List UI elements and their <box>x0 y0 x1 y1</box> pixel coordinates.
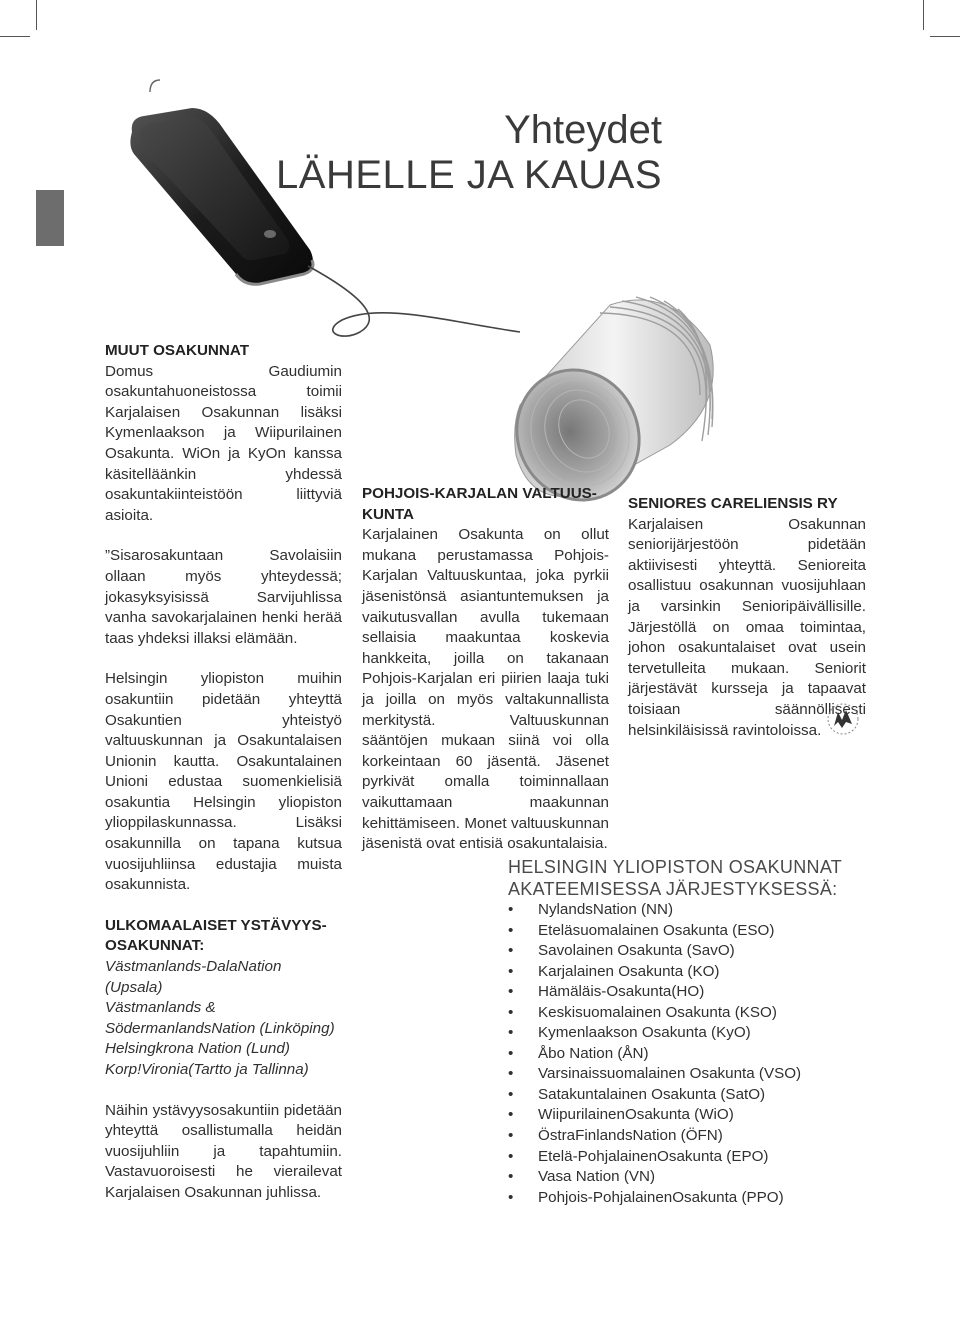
paragraph-university-nations: Helsingin yliopiston muihin osakuntiin pidetään yhteyttä Osakuntien yhteistyö valtuuskunnan ja Osakuntalaisen Unionin kautta. Osakuntalainen Unioni edustaa suomenkielisiä osakuntia Helsingin yliopiston ylioppilaskunnassa. Lisäksi osakunnilla on tapana kutsua vuosijuhliinsa edustajia muista osakunnista. <box>105 670 342 894</box>
crop-mark-top-right-h <box>930 36 960 37</box>
crop-mark-top-left-h <box>0 36 30 37</box>
bullet-icon: • <box>508 901 514 918</box>
paragraph-north-karelia: Karjalainen Osakunta on ollut mukana perustamassa Pohjois-Karjalan Valtuuskuntaa, joka pyrkii jäsenistönsä asiantuntemuksen ja vaikutusvallan avulla tukemaan sellaisia maakuntaa koskevia hankkeita, joilla on takanaan Pohjois-Karjalan eri piirien laaja tuki ja joilla on myös valtakunnallista merkitystä. Valtuuskunnan sääntöjen mukaan siinä voi olla korkeintaan 60 jäsentä. Jäsenet pyrkivät omalla toiminnallaan vaikuttamaan maakunnan kehittämiseen. Monet valtuuskunnan jäsenistä ovat entisiä osakuntalaisia. <box>362 526 609 853</box>
list-item-label: WiipurilainenOsakunta (WiO) <box>538 1106 734 1124</box>
heading-other-nations: MUUT OSAKUNNAT <box>105 342 249 359</box>
nations-list <box>508 900 801 1208</box>
paragraph-sister-nation: ”Sisarosakuntaan Savolaisiin ollaan myös yhteydessä; jokasyksyisissä Sarvijuhlissa vanha savokarjalainen henki herää taas yhdeksi illaksi elämään. <box>105 547 342 647</box>
paragraph-friendship-nations: Näihin ystävyysosakuntiin pidetään yhteyttä osallistumalla heidän vuosijuhliin ja tapahtumiin. Vastavuoroisesti he vierailevat Karjalaisen Osakunnan juhlissa. <box>105 1101 342 1201</box>
list-item-label: Vasa Nation (VN) <box>538 1168 656 1186</box>
list-item <box>508 1003 801 1024</box>
list-item-label: Keskisuomalainen Osakunta (KSO) <box>538 1003 777 1021</box>
bullet-icon: • <box>508 962 514 980</box>
foreign-nation-3: Helsingkrona Nation (Lund) <box>105 1040 290 1058</box>
list-item-label: Hämäläis-Osakunta(HO) <box>538 983 705 1001</box>
seniores-logo <box>826 702 860 736</box>
list-item-label: Satakuntalainen Osakunta (SatO) <box>538 1085 766 1103</box>
bullet-icon: • <box>508 942 514 960</box>
paragraph-domus-gaudium: Domus Gaudiumin osakuntahuoneistossa toimii Karjalaisen Osakunnan lisäksi Kymenlaakson ja Wiipurilainen Osakunta. WiOn ja KyOn kanssa käsitelläänkin yhdessä osakuntakiinteistöön liittyviä asioita. <box>105 362 342 524</box>
list-item <box>508 962 801 983</box>
nations-list-title <box>508 856 842 900</box>
list-item-label: Savolainen Osakunta (SavO) <box>538 942 735 960</box>
list-item <box>508 982 801 1003</box>
bullet-icon: • <box>508 1044 514 1062</box>
list-item <box>508 1126 801 1147</box>
nations-list-title-line-1: HELSINGIN YLIOPISTON OSAKUNNAT <box>508 857 843 877</box>
list-item-label: Karjalainen Osakunta (KO) <box>538 962 720 980</box>
list-item <box>508 1167 801 1188</box>
bullet-icon: • <box>508 921 514 939</box>
bullet-icon: • <box>508 983 514 1001</box>
list-item-label: NylandsNation (NN) <box>538 901 674 918</box>
paragraph-seniores: Karjalaisen Osakunnan seniorijärjestöön pidetään aktiivisesti yhteyttä. Senioreita osallistuu osakunnan vuosijuhlaan ja varsinkin Senioripäivällisille. Järjestöllä on omaa toimintaa, johon osakuntalaiset ovat usein tervetulleita mukaan. Seniorit järjestävät kursseja ja tapaavat toisiaan säännöllisesti helsinkiläisissä ravintoloissa. <box>628 515 866 739</box>
list-item <box>508 1064 801 1085</box>
list-item <box>508 1105 801 1126</box>
title-line-2: LÄHELLE JA KAUAS <box>276 153 662 197</box>
bullet-icon: • <box>508 1065 514 1083</box>
bullet-icon: • <box>508 1003 514 1021</box>
list-item-label: Eteläsuomalainen Osakunta (ESO) <box>538 921 775 939</box>
nations-list-title-line-2: AKATEEMISESSA JÄRJESTYKSESSÄ: <box>508 879 838 899</box>
crop-mark-top-left-v <box>36 0 37 30</box>
list-item <box>508 1188 801 1209</box>
list-item <box>508 921 801 942</box>
bullet-icon: • <box>508 1168 514 1186</box>
foreign-nation-4: Korp!Vironia(Tartto ja Tallinna) <box>105 1061 309 1078</box>
crop-mark-top-right-v <box>923 0 924 30</box>
list-item-label: Etelä-PohjalainenOsakunta (EPO) <box>538 1147 769 1165</box>
bullet-icon: • <box>508 1106 514 1124</box>
bullet-icon: • <box>508 1127 514 1145</box>
heading-seniores: SENIORES CARELIENSIS RY <box>628 495 838 512</box>
side-tab-marker <box>36 190 64 246</box>
foreign-nation-2: Västmanlands & SödermanlandsNation (Linköping) <box>105 999 335 1037</box>
list-item-label: Kymenlaakson Osakunta (KyO) <box>538 1024 751 1042</box>
heading-north-karelia: POHJOIS-KARJALAN VALTUUS-KUNTA <box>362 485 597 523</box>
foreign-nation-1: Västmanlands-DalaNation (Upsala) <box>105 958 282 996</box>
bullet-icon: • <box>508 1147 514 1165</box>
list-item-label: Åbo Nation (ÅN) <box>538 1044 649 1062</box>
tin-can-illustration <box>500 285 730 505</box>
heading-foreign-nations: ULKOMAALAISET YSTÄVYYS-OSAKUNNAT: <box>105 916 327 955</box>
list-item <box>508 1147 801 1168</box>
list-item <box>508 900 801 921</box>
list-item <box>508 1023 801 1044</box>
column-north-karelia <box>362 484 609 855</box>
column-other-nations <box>105 341 342 1204</box>
list-item <box>508 1044 801 1065</box>
list-item-label: ÖstraFinlandsNation (ÖFN) <box>538 1127 723 1145</box>
list-item-label: Pohjois-PohjalainenOsakunta (PPO) <box>538 1188 784 1206</box>
list-item-label: Varsinaissuomalainen Osakunta (VSO) <box>538 1065 802 1083</box>
bullet-icon: • <box>508 1085 514 1103</box>
bullet-icon: • <box>508 1188 514 1206</box>
bullet-icon: • <box>508 1024 514 1042</box>
title-line-1: Yhteydet <box>504 108 662 152</box>
list-item <box>508 941 801 962</box>
list-item <box>508 1085 801 1106</box>
